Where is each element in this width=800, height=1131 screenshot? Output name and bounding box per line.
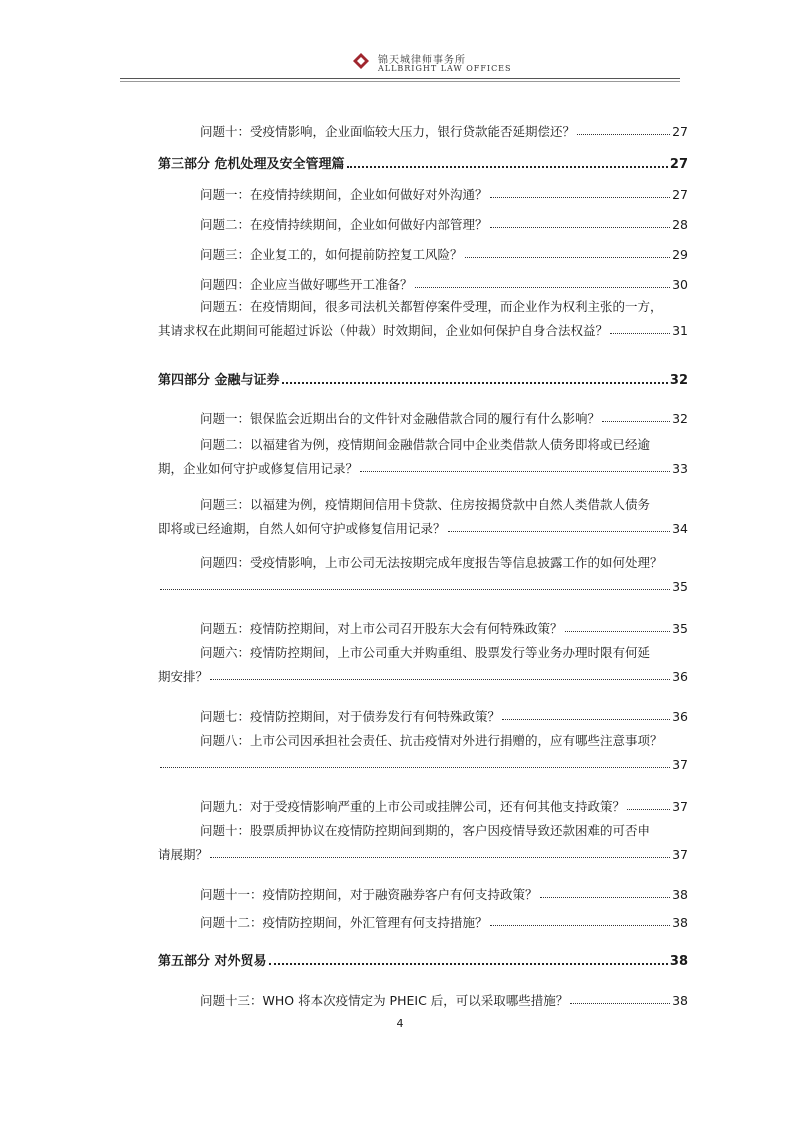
- toc-entry-text: 问题二：在疫情持续期间，企业如何做好内部管理？: [200, 217, 488, 232]
- toc-entry-text: 期，企业如何守护或修复信用记录？: [158, 461, 359, 476]
- toc-page-number: 31: [672, 323, 688, 338]
- toc-entry-text-line1: 问题三：以福建为例，疫情期间信用卡贷款、住房按揭贷款中自然人类借款人债务: [200, 497, 651, 512]
- toc-entry-text: 第三部分 危机处理及安全管理篇: [158, 157, 345, 172]
- toc-leader-dots: [415, 287, 671, 288]
- toc-page-number: 32: [669, 373, 688, 388]
- toc-leader-dots: [490, 227, 671, 228]
- toc-entry[interactable]: [158, 616, 688, 636]
- toc-entry[interactable]: [158, 882, 688, 902]
- toc-entry[interactable]: [158, 438, 688, 476]
- toc-entry[interactable]: [158, 272, 688, 292]
- toc-entry-text-line1: 问题十：股票质押协议在疫情防控期间到期的，客户因疫情导致还款困难的可否申: [200, 823, 651, 838]
- toc-page-number: 27: [672, 187, 688, 202]
- toc-page-number: 35: [672, 621, 688, 636]
- page-header: [0, 48, 800, 88]
- toc-entry[interactable]: [158, 556, 688, 594]
- toc-entry-text-line1: 问题六：疫情防控期间，上市公司重大并购重组、股票发行等业务办理时限有何延: [200, 645, 651, 660]
- toc-entry[interactable]: [158, 119, 688, 139]
- toc-page-number: 37: [672, 847, 688, 862]
- toc-leader-dots: [540, 897, 671, 898]
- toc-entry-text: 问题五：疫情防控期间，对上市公司召开股东大会有何特殊政策？: [200, 621, 563, 636]
- toc-page-number: 35: [672, 579, 688, 594]
- toc-leader-dots: [465, 257, 671, 258]
- toc-page-number: 30: [672, 277, 688, 292]
- toc-page-number: 36: [672, 669, 688, 684]
- toc-entry[interactable]: [158, 734, 688, 772]
- toc-leader-dots: [210, 679, 670, 680]
- toc-leader-dots: [490, 925, 671, 926]
- toc-page-number: 34: [672, 521, 688, 536]
- toc-entry-text: 问题一：银保监会近期出台的文件针对金融借款合同的履行有什么影响？: [200, 411, 601, 426]
- toc-entry-text: 问题十一：疫情防控期间，对于融资融券客户有何支持政策？: [200, 887, 538, 902]
- toc-entry-text: 第四部分 金融与证券: [158, 373, 280, 388]
- toc-leader-dots: [490, 197, 671, 198]
- toc-entry[interactable]: [158, 300, 688, 338]
- toc-page-number: 38: [669, 954, 688, 969]
- toc-entry-text: 问题十二：疫情防控期间，外汇管理有何支持措施？: [200, 915, 488, 930]
- toc-leader-dots: [610, 333, 670, 334]
- toc-entry[interactable]: [158, 988, 688, 1008]
- toc-entry-text: 问题四：企业应当做好哪些开工准备？: [200, 277, 413, 292]
- toc-leader-dots: [565, 631, 671, 632]
- toc-entry[interactable]: [158, 212, 688, 232]
- toc-page-number: 33: [672, 461, 688, 476]
- firm-name-english: ALLBRIGHT LAW OFFICES: [378, 64, 512, 73]
- toc-leader-dots: [577, 134, 670, 135]
- toc-page-number: 38: [672, 915, 688, 930]
- toc-page-number: 32: [672, 411, 688, 426]
- toc-leader-dots: [269, 963, 668, 965]
- toc-entry-text: 期安排？: [158, 669, 209, 684]
- toc-page-number: 29: [672, 247, 688, 262]
- toc-entry[interactable]: [158, 824, 688, 862]
- toc-page-number: 28: [672, 217, 688, 232]
- toc-entry-text: 其请求权在此期间可能超过诉讼（仲裁）时效期间，企业如何保护自身合法权益？: [158, 323, 609, 338]
- toc-entry-text: 问题一：在疫情持续期间，企业如何做好对外沟通？: [200, 187, 488, 202]
- toc-entry-text: 第五部分 对外贸易: [158, 954, 267, 969]
- toc-leader-dots: [210, 857, 670, 858]
- toc-entry-text-line1: 问题八：上市公司因承担社会责任、抗击疫情对外进行捐赠的，应有哪些注意事项？: [200, 733, 663, 748]
- toc-entry-text: 即将或已经逾期，自然人如何守护或修复信用记录？: [158, 521, 446, 536]
- toc-page-number: 37: [672, 799, 688, 814]
- toc-leader-dots: [502, 719, 670, 720]
- toc-leader-dots: [160, 767, 670, 768]
- firm-name-chinese: 锦天城律师事务所: [378, 55, 466, 66]
- toc-entry-text: 问题十三：WHO 将本次疫情定为 PHEIC 后，可以采取哪些措施？: [200, 993, 569, 1008]
- toc-entry-text-line1: 问题五：在疫情期间，很多司法机关都暂停案件受理，而企业作为权利主张的一方，: [200, 299, 663, 314]
- toc-page-number: 38: [672, 993, 688, 1008]
- toc-entry[interactable]: [158, 704, 688, 724]
- toc-entry-text: 问题九：对于受疫情影响严重的上市公司或挂牌公司，还有何其他支持政策？: [200, 799, 626, 814]
- toc-page-number: 27: [672, 124, 688, 139]
- toc-entry[interactable]: [158, 406, 688, 426]
- toc-entry-text: 问题七：疫情防控期间，对于债券发行有何特殊政策？: [200, 709, 501, 724]
- toc-leader-dots: [160, 589, 670, 590]
- toc-entry[interactable]: [158, 794, 688, 814]
- toc-leader-dots: [282, 382, 668, 384]
- toc-page-number: 37: [672, 757, 688, 772]
- toc-page-number: 38: [672, 887, 688, 902]
- toc-leader-dots: [448, 531, 671, 532]
- toc-entry-text: 问题三：企业复工的，如何提前防控复工风险？: [200, 247, 463, 262]
- header-divider-thin: [120, 81, 680, 82]
- toc-entry[interactable]: [158, 182, 688, 202]
- toc-section-heading[interactable]: [158, 152, 688, 172]
- toc-page-number: 36: [672, 709, 688, 724]
- toc-entry-text-line1: 问题四：受疫情影响，上市公司无法按期完成年度报告等信息披露工作的如何处理？: [200, 555, 663, 570]
- toc-leader-dots: [627, 809, 670, 810]
- toc-section-heading[interactable]: [158, 368, 688, 388]
- toc-section-heading[interactable]: [158, 949, 688, 969]
- toc-entry-text: 请展期？: [158, 847, 209, 862]
- allbright-logo-icon: [352, 52, 370, 70]
- page-number: 4: [396, 1017, 404, 1030]
- toc-entry[interactable]: [158, 910, 688, 930]
- toc-leader-dots: [360, 471, 670, 472]
- toc-entry-text-line1: 问题二：以福建省为例，疫情期间金融借款合同中企业类借款人债务即将或已经逾: [200, 437, 651, 452]
- toc-entry[interactable]: [158, 498, 688, 536]
- header-divider: [120, 78, 680, 79]
- toc-entry[interactable]: [158, 646, 688, 684]
- toc-entry-text: 问题十：受疫情影响，企业面临较大压力，银行贷款能否延期偿还？: [200, 124, 576, 139]
- toc-leader-dots: [347, 166, 668, 168]
- toc-page-number: 27: [669, 157, 688, 172]
- toc-entry[interactable]: [158, 242, 688, 262]
- toc-leader-dots: [602, 421, 670, 422]
- toc-leader-dots: [570, 1003, 670, 1004]
